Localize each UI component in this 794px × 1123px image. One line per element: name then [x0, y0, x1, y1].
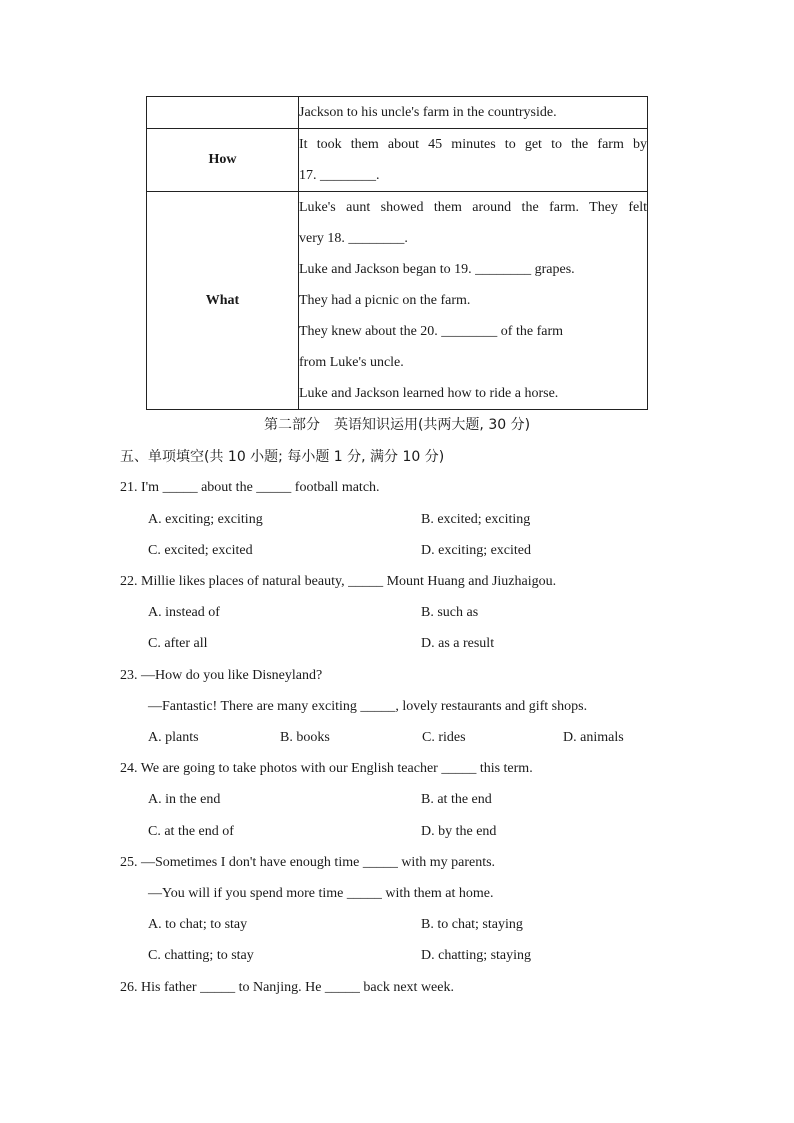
option-b[interactable]: B. at the end [421, 792, 492, 807]
table-line: Luke and Jackson learned how to ride a horse. [299, 386, 559, 401]
option-d[interactable]: D. exciting; excited [421, 543, 532, 558]
table-line: Luke and Jackson began to 19. ________ grapes. [299, 262, 575, 277]
row-content [299, 97, 648, 129]
row-label-how: How [147, 129, 299, 192]
table-row [147, 97, 648, 129]
part-title: 第二部分 英语知识运用(共两大题, 30 分) [263, 417, 531, 433]
table-row [147, 129, 648, 192]
option-d[interactable]: D. animals [563, 730, 624, 745]
option-a[interactable]: A. in the end [148, 792, 221, 807]
question-stem-reply: —You will if you spend more time _____ with them at home. [148, 886, 494, 901]
option-a[interactable]: A. instead of [148, 605, 220, 620]
section-title: 五、单项填空(共 10 小题; 每小题 1 分, 满分 10 分) [120, 449, 445, 465]
info-table [146, 96, 648, 410]
question-stem: 25. —Sometimes I don't have enough time _____ with my parents. [120, 855, 496, 870]
row-content [299, 129, 648, 192]
option-c[interactable]: C. chatting; to stay [148, 948, 254, 963]
option-b[interactable]: B. such as [421, 605, 479, 620]
row-label [147, 97, 299, 129]
option-c[interactable]: C. excited; excited [148, 543, 253, 558]
question-stem: 23. —How do you like Disneyland? [120, 668, 323, 683]
table-line: very 18. ________. [299, 231, 408, 246]
row-label-what: What [147, 192, 299, 410]
table-line: Luke's aunt showed them around the farm. They felt [299, 200, 647, 215]
option-d[interactable]: D. by the end [421, 824, 497, 839]
table-line: from Luke's uncle. [299, 355, 404, 370]
option-b[interactable]: B. books [280, 730, 330, 745]
option-d[interactable]: D. as a result [421, 636, 495, 651]
option-c[interactable]: C. rides [422, 730, 466, 745]
row-content [299, 192, 648, 410]
table-line: They had a picnic on the farm. [299, 293, 471, 308]
option-d[interactable]: D. chatting; staying [421, 948, 532, 963]
option-a[interactable]: A. to chat; to stay [148, 917, 248, 932]
option-a[interactable]: A. exciting; exciting [148, 512, 263, 527]
question-stem: 26. His father _____ to Nanjing. He _____ back next week. [120, 980, 454, 995]
option-c[interactable]: C. at the end of [148, 824, 234, 839]
table-row [147, 192, 648, 410]
question-stem: 22. Millie likes places of natural beauty, _____ Mount Huang and Jiuzhaigou. [120, 574, 557, 589]
table-line: They knew about the 20. ________ of the farm [299, 324, 563, 339]
question-stem: 21. I'm _____ about the _____ football match. [120, 480, 380, 495]
option-c[interactable]: C. after all [148, 636, 208, 651]
question-stem: 24. We are going to take photos with our English teacher _____ this term. [120, 761, 533, 776]
table-line: 17. ________. [299, 168, 380, 183]
option-b[interactable]: B. to chat; staying [421, 917, 523, 932]
question-stem-reply: —Fantastic! There are many exciting _____, lovely restaurants and gift shops. [148, 699, 588, 714]
table-line: Jackson to his uncle's farm in the countryside. [299, 105, 557, 120]
option-b[interactable]: B. excited; exciting [421, 512, 531, 527]
option-a[interactable]: A. plants [148, 730, 199, 745]
table-line: It took them about 45 minutes to get to the farm by [299, 137, 647, 152]
